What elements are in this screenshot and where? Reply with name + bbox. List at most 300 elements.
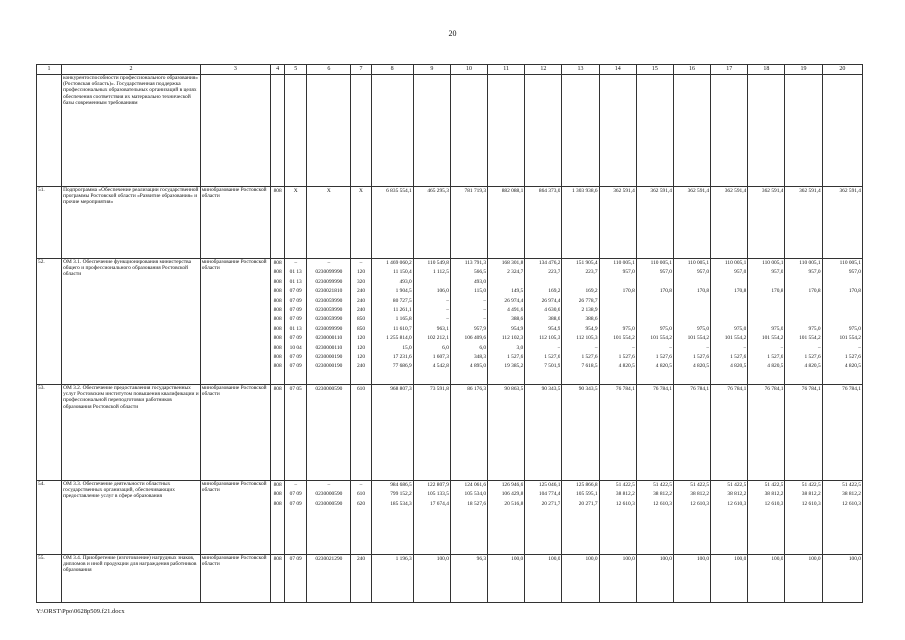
value-line: – <box>327 482 331 488</box>
column-number: 1 <box>37 65 62 75</box>
value-cell <box>636 259 673 385</box>
value-line: 957,0 <box>622 269 635 276</box>
value-cell <box>711 75 748 187</box>
value-line: 07 09 <box>289 306 302 313</box>
value-line: 808 <box>273 363 282 370</box>
value-line: 110 005,1 <box>762 260 784 266</box>
value-line: 106 429,8 <box>501 491 524 498</box>
value-line: 38 812,2 <box>764 491 784 498</box>
value-line <box>749 306 783 315</box>
value-line <box>675 306 709 315</box>
value-line: 957,0 <box>734 269 747 276</box>
value-line: – <box>483 297 487 304</box>
value-cell <box>711 555 748 603</box>
value-line <box>824 278 861 287</box>
value-line: 4 820,5 <box>655 363 672 370</box>
value-line: 104 774,4 <box>538 491 561 498</box>
value-line: 240 <box>356 363 366 370</box>
value-line: 120 <box>356 269 366 276</box>
value-line: 984 686,5 <box>390 482 412 488</box>
value-line: 170,8 <box>771 288 784 295</box>
value-cell <box>748 187 785 259</box>
value-line: 7 501,9 <box>544 363 561 370</box>
value-cell <box>822 187 862 259</box>
value-line: 01 13 <box>289 325 302 332</box>
column-number: 13 <box>562 65 599 75</box>
value-line: 975,0 <box>734 325 747 332</box>
value-line: 90 343,5 <box>541 386 561 392</box>
value-cell <box>748 259 785 385</box>
value-cell <box>599 481 636 555</box>
value-line: – <box>483 306 487 313</box>
value-line: 105 133,5 <box>427 491 449 498</box>
value-line <box>786 306 820 315</box>
value-cell <box>351 259 371 385</box>
value-line: 6,0 <box>479 344 487 351</box>
value-line: Х <box>359 188 363 194</box>
value-line: 38 812,2 <box>690 491 710 498</box>
value-line: 01 13 <box>289 269 302 276</box>
value-cell <box>450 385 487 481</box>
value-line: – <box>446 306 449 313</box>
value-line: 1 255 814,0 <box>386 335 412 342</box>
value-cell <box>488 187 525 259</box>
value-line: – <box>817 344 821 351</box>
value-line: 12 610,3 <box>615 500 635 507</box>
value-line: 1 527,6 <box>581 353 598 360</box>
value-cell <box>351 555 371 603</box>
column-number: 18 <box>748 65 785 75</box>
value-line: 954,9 <box>585 325 598 332</box>
value-cell <box>450 481 487 555</box>
value-cell <box>271 259 285 385</box>
value-cell <box>271 481 285 555</box>
value-line <box>601 315 635 324</box>
value-line <box>749 315 783 324</box>
value-cell <box>525 187 562 259</box>
column-number: 16 <box>673 65 710 75</box>
value-line: 808 <box>273 344 282 351</box>
value-cell <box>673 187 710 259</box>
value-line: 110 005,1 <box>799 260 821 266</box>
value-cell <box>351 75 371 187</box>
value-line: 151 905,4 <box>576 260 598 266</box>
value-line: 100,0 <box>511 556 524 562</box>
value-line: 20 516,8 <box>504 500 524 507</box>
value-line: 07 09 <box>289 491 302 498</box>
value-line: 0230021290 <box>315 556 343 562</box>
value-line: 100,0 <box>585 556 598 562</box>
value-cell <box>307 555 351 603</box>
value-line: 90 863,5 <box>504 386 524 392</box>
value-cell <box>413 481 450 555</box>
value-line: 169,2 <box>585 288 598 295</box>
value-line: 240 <box>356 306 366 313</box>
value-line: 7 618,5 <box>581 363 598 370</box>
value-line: – <box>483 316 487 323</box>
value-line: 808 <box>273 188 282 194</box>
value-line: 388,6 <box>548 316 561 323</box>
value-line: 223,7 <box>585 269 598 276</box>
value-line: 51 422,5 <box>764 482 784 488</box>
value-line: 1 469 060,2 <box>386 260 412 266</box>
value-line <box>601 297 635 306</box>
value-line: 38 812,2 <box>801 491 821 498</box>
value-cell <box>525 555 562 603</box>
value-line: 240 <box>356 556 366 562</box>
row-executor: минобразование Ростовской области <box>200 385 270 481</box>
value-line: 170,8 <box>696 288 710 295</box>
value-cell <box>307 75 351 187</box>
value-line <box>786 278 820 287</box>
value-cell <box>673 481 710 555</box>
row-number: 52. <box>37 259 62 385</box>
value-line: 4 820,5 <box>844 363 861 370</box>
value-line: 808 <box>273 278 282 285</box>
value-cell <box>562 385 599 481</box>
value-cell <box>636 481 673 555</box>
footer-file-path: Y:\ORST\Ppo\0628p509.f21.docx <box>36 608 125 615</box>
value-line: 100,0 <box>696 556 710 562</box>
value-cell <box>599 555 636 603</box>
value-line: 11 150,4 <box>393 269 412 276</box>
value-line: 102 212,1 <box>427 335 449 342</box>
value-line: 1 112,5 <box>432 269 449 276</box>
value-cell <box>307 481 351 555</box>
column-number: 17 <box>711 65 748 75</box>
value-line: 0230000190 <box>315 363 343 370</box>
value-line: 362 591,4 <box>687 188 710 194</box>
value-line: 1 527,6 <box>767 353 784 360</box>
value-cell <box>525 75 562 187</box>
value-line: 465 295,3 <box>427 188 449 194</box>
value-cell <box>525 385 562 481</box>
value-line: 3,0 <box>516 344 524 351</box>
value-cell <box>413 555 450 603</box>
value-line: 12 610,3 <box>653 500 672 507</box>
value-line: – <box>294 260 298 266</box>
value-line: 0230059990 <box>315 306 343 313</box>
value-line: 808 <box>273 386 282 392</box>
value-cell <box>413 187 450 259</box>
value-line: 808 <box>273 482 282 488</box>
value-cell <box>285 75 307 187</box>
column-number: 14 <box>599 65 636 75</box>
value-line: 1 303 938,6 <box>572 188 598 194</box>
column-number: 8 <box>371 65 413 75</box>
value-line: 954,9 <box>548 325 561 332</box>
value-cell <box>371 385 413 481</box>
column-number: 9 <box>413 65 450 75</box>
value-line: 07 05 <box>289 386 302 392</box>
value-cell <box>711 259 748 385</box>
value-line: 51 422,5 <box>690 482 710 488</box>
value-line: – <box>780 344 784 351</box>
value-cell <box>371 555 413 603</box>
value-line: 15,0 <box>402 344 412 351</box>
value-line: 0230000110 <box>315 344 343 351</box>
value-cell <box>822 75 862 187</box>
value-cell <box>413 75 450 187</box>
value-line: 168 301,8 <box>501 260 524 266</box>
value-line <box>638 297 672 306</box>
table-row <box>37 259 863 385</box>
value-line: 975,0 <box>848 325 861 332</box>
value-line: 122 807,9 <box>427 482 449 488</box>
value-line: 100,0 <box>848 556 861 562</box>
value-cell <box>413 385 450 481</box>
value-line: – <box>557 344 561 351</box>
value-line: 86 176,3 <box>467 386 487 392</box>
value-line <box>712 315 746 324</box>
value-line: 100,0 <box>622 556 635 562</box>
value-line: 957,0 <box>696 269 710 276</box>
table-row <box>37 385 863 481</box>
page-number: 20 <box>448 29 457 38</box>
value-line: 100,0 <box>436 556 449 562</box>
value-line: 77 686,9 <box>392 363 412 370</box>
value-cell <box>711 385 748 481</box>
row-number: 53. <box>37 385 62 481</box>
value-line <box>712 306 746 315</box>
value-cell <box>271 385 285 481</box>
value-line: 1 527,6 <box>804 353 821 360</box>
value-line: 388,6 <box>585 316 598 323</box>
value-cell <box>673 259 710 385</box>
value-line: 19 385,2 <box>504 363 524 370</box>
value-cell <box>636 555 673 603</box>
value-line: 362 591,4 <box>799 188 821 194</box>
value-cell <box>488 75 525 187</box>
value-cell <box>562 555 599 603</box>
value-line: 51 422,5 <box>653 482 672 488</box>
value-line <box>749 297 783 306</box>
value-line: 850 <box>356 325 366 332</box>
row-name: ОМ 3.2. Обеспечение предоставления государственных услуг Ростовским институтом повышения квалификации и профессиональной переподготовки работников образования Ростовской области <box>62 385 201 481</box>
value-cell <box>822 481 862 555</box>
value-line: 975,0 <box>808 325 821 332</box>
value-line: 149,5 <box>511 288 524 295</box>
column-number-row <box>37 65 863 75</box>
value-line: 110 005,1 <box>839 260 861 266</box>
value-cell <box>450 187 487 259</box>
value-line <box>786 297 820 306</box>
column-number: 4 <box>271 65 285 75</box>
value-line: 348,3 <box>473 353 487 360</box>
value-line: 100,0 <box>771 556 784 562</box>
value-cell <box>599 187 636 259</box>
value-line: 0230000590 <box>315 386 343 392</box>
value-cell <box>371 481 413 555</box>
value-line: 240 <box>356 288 366 295</box>
value-line: 12 610,3 <box>690 500 710 507</box>
value-cell <box>636 187 673 259</box>
value-line: Х <box>293 188 298 194</box>
column-number: 6 <box>307 65 351 75</box>
value-line: 120 <box>356 353 366 360</box>
value-line: 07 09 <box>289 335 302 342</box>
value-cell <box>525 481 562 555</box>
value-line: 4 820,5 <box>767 363 784 370</box>
row-executor: минобразование Ростовской области <box>200 187 270 259</box>
value-line: 1 904,5 <box>395 288 412 295</box>
value-line: 76 784,1 <box>727 386 747 392</box>
column-number: 2 <box>62 65 201 75</box>
table-row <box>37 187 863 259</box>
value-line: 100,0 <box>548 556 561 562</box>
value-line: 808 <box>273 306 282 313</box>
value-line: 6,0 <box>442 344 449 351</box>
value-line <box>712 278 746 287</box>
column-number: 20 <box>822 65 862 75</box>
value-cell <box>351 187 371 259</box>
value-line: 115,0 <box>474 288 487 295</box>
value-line: 0230000110 <box>315 335 343 342</box>
value-line: 51 422,5 <box>727 482 747 488</box>
value-line: 106,0 <box>436 288 449 295</box>
value-line: 11 261,1 <box>393 306 412 313</box>
value-line: 170,8 <box>734 288 747 295</box>
value-line: 1 196,3 <box>395 556 412 562</box>
value-line: 76 784,1 <box>690 386 710 392</box>
value-line: 101 554,2 <box>799 335 821 342</box>
value-line <box>526 278 560 287</box>
value-line: 975,0 <box>622 325 635 332</box>
value-line: 957,9 <box>473 325 487 332</box>
value-line: 112 102,3 <box>501 335 524 342</box>
value-cell <box>785 385 822 481</box>
value-line: – <box>669 344 672 351</box>
value-line: 170,8 <box>808 288 821 295</box>
value-line: 134 476,2 <box>538 260 561 266</box>
value-cell <box>488 481 525 555</box>
value-line: – <box>858 344 861 351</box>
value-line: 1 607,3 <box>432 353 449 360</box>
value-line: 105 534,0 <box>464 491 487 498</box>
row-number: 55. <box>37 555 62 603</box>
value-line: 2 138,9 <box>581 306 598 313</box>
value-line: 954,9 <box>511 325 524 332</box>
value-cell <box>748 75 785 187</box>
value-cell <box>748 385 785 481</box>
value-line: 882 088,1 <box>501 188 524 194</box>
value-line: 100,0 <box>808 556 821 562</box>
column-number: 10 <box>450 65 487 75</box>
value-cell <box>748 481 785 555</box>
value-line: 110 005,1 <box>724 260 747 266</box>
value-line: 2 324,7 <box>507 269 524 276</box>
value-line: 17 231,6 <box>392 353 412 360</box>
value-line: 76 784,1 <box>615 386 635 392</box>
value-cell <box>351 481 371 555</box>
value-line: 26 974,4 <box>541 297 561 304</box>
value-line: 620 <box>356 500 366 507</box>
value-line: 362 591,4 <box>761 188 784 194</box>
value-line: 110 549,8 <box>427 260 449 266</box>
value-cell <box>822 385 862 481</box>
value-line: – <box>743 344 747 351</box>
value-line: 101 554,2 <box>650 335 672 342</box>
value-line: 38 812,2 <box>615 491 635 498</box>
row-executor: минобразование Ростовской области <box>200 481 270 555</box>
row-executor: минобразование Ростовской области <box>200 555 270 603</box>
value-line: 169,2 <box>548 288 561 295</box>
value-line: 0230099990 <box>315 278 343 285</box>
value-line: – <box>327 260 331 266</box>
value-line: 80 727,5 <box>392 297 412 304</box>
value-line: 362 591,4 <box>613 188 635 194</box>
value-line: 1 527,6 <box>730 353 747 360</box>
value-cell <box>562 187 599 259</box>
value-line: 105 595,1 <box>576 491 598 498</box>
value-line: 01 13 <box>289 278 302 285</box>
value-line: 493,0 <box>473 278 487 285</box>
value-line: 4 820,5 <box>692 363 710 370</box>
value-line: 493,0 <box>399 278 412 285</box>
value-cell <box>599 75 636 187</box>
value-line: 100,0 <box>734 556 747 562</box>
value-cell <box>822 259 862 385</box>
value-line <box>638 315 672 324</box>
value-cell <box>785 481 822 555</box>
value-cell <box>562 75 599 187</box>
value-line: 112 105,3 <box>576 335 598 342</box>
value-cell <box>673 555 710 603</box>
value-line: 0230000590 <box>315 500 343 507</box>
value-line: 76 784,1 <box>801 386 821 392</box>
value-line: 120 <box>356 335 366 342</box>
value-line <box>786 315 820 324</box>
value-cell <box>271 555 285 603</box>
value-line: 07 09 <box>289 500 302 507</box>
value-line <box>601 306 635 315</box>
value-line: 12 610,3 <box>764 500 784 507</box>
value-cell <box>371 259 413 385</box>
value-line: 101 554,2 <box>724 335 747 342</box>
value-line: – <box>446 316 449 323</box>
value-line: 07 09 <box>289 316 302 323</box>
value-cell <box>599 259 636 385</box>
value-line: 975,0 <box>696 325 710 332</box>
value-line: 38 812,2 <box>842 491 861 498</box>
row-executor: минобразование Ростовской области <box>200 259 270 385</box>
value-line <box>712 297 746 306</box>
value-line: 0230059990 <box>315 316 343 323</box>
value-cell <box>488 259 525 385</box>
value-line: 975,0 <box>771 325 784 332</box>
row-name: ОМ 3.1. Обеспечение функционирования министерства общего и профессионального образования Ростовской области <box>62 259 201 385</box>
value-line: 362 591,4 <box>839 188 861 194</box>
value-cell <box>525 259 562 385</box>
table-row <box>37 481 863 555</box>
row-name: Подпрограмма «Обеспечение реализации государственной программы Ростовской области «Развитие образования» и прочие мероприятия» <box>62 187 201 259</box>
value-line: – <box>446 297 449 304</box>
value-line: 38 812,2 <box>653 491 672 498</box>
value-line: 808 <box>273 500 282 507</box>
budget-table <box>36 64 863 603</box>
value-cell <box>599 385 636 481</box>
row-name: ОМ 3.4. Приобретение (изготовление) нагрудных знаков, дипломов и иной продукции для награждения работников образования <box>62 555 201 603</box>
table-row <box>37 555 863 603</box>
value-line: 101 554,2 <box>613 335 635 342</box>
column-number: 12 <box>525 65 562 75</box>
table-row <box>37 75 863 187</box>
value-line: 4 542,8 <box>432 363 449 370</box>
value-cell <box>488 555 525 603</box>
value-cell <box>785 75 822 187</box>
value-line: 240 <box>356 297 366 304</box>
value-line: 4 820,5 <box>730 363 747 370</box>
